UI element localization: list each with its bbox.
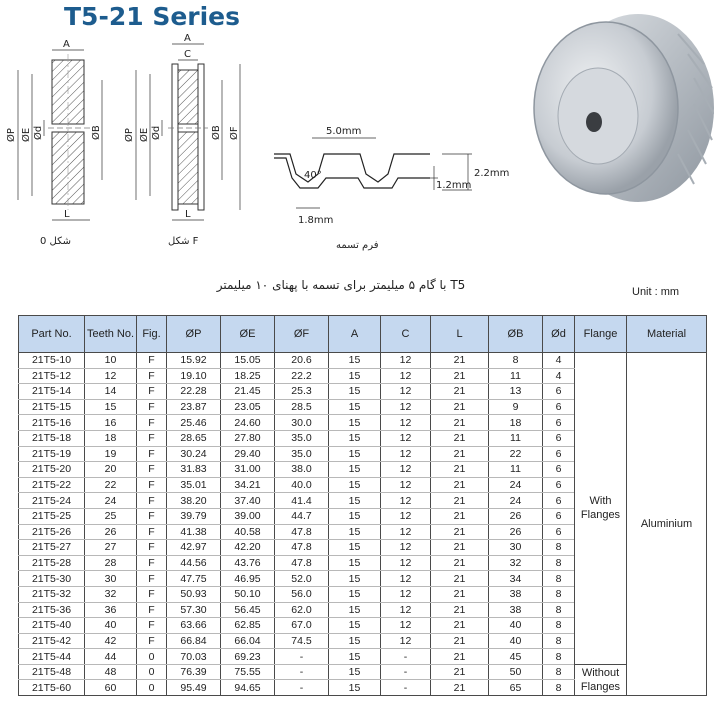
table-cell: F — [137, 524, 167, 540]
table-cell: 28.5 — [275, 399, 329, 415]
figf-label-op: ØP — [124, 128, 135, 142]
table-cell: 62.85 — [221, 618, 275, 634]
table-cell: 12 — [381, 586, 431, 602]
table-cell: 22.2 — [275, 368, 329, 384]
table-cell: 21T5-42 — [19, 633, 85, 649]
material-cell: Aluminium — [627, 353, 707, 696]
fig0-label-op: ØP — [6, 128, 17, 142]
table-cell: 48 — [85, 664, 137, 680]
table-cell: F — [137, 477, 167, 493]
table-cell: 21 — [431, 430, 489, 446]
table-cell: 21 — [431, 508, 489, 524]
table-cell: 15 — [329, 368, 381, 384]
table-cell: 12 — [381, 415, 431, 431]
table-cell: - — [275, 664, 329, 680]
table-cell: F — [137, 633, 167, 649]
table-cell: 70.03 — [167, 649, 221, 665]
table-cell: 19 — [85, 446, 137, 462]
table-cell: 25.46 — [167, 415, 221, 431]
unit-label: Unit : mm — [632, 286, 680, 298]
table-cell: 94.65 — [221, 680, 275, 696]
table-cell: 8 — [543, 555, 575, 571]
table-cell: 20 — [85, 462, 137, 478]
table-cell: 21 — [431, 477, 489, 493]
table-cell: 23.87 — [167, 399, 221, 415]
table-cell: 21T5-16 — [19, 415, 85, 431]
figure-f-drawing — [123, 33, 240, 247]
table-cell: 15 — [329, 462, 381, 478]
table-cell: F — [137, 571, 167, 587]
table-cell: 15 — [329, 415, 381, 431]
table-cell: 15 — [329, 524, 381, 540]
table-cell: 11 — [489, 430, 543, 446]
table-cell: - — [381, 649, 431, 665]
table-cell: F — [137, 493, 167, 509]
table-cell: 21T5-10 — [19, 353, 85, 369]
table-cell: - — [381, 680, 431, 696]
table-cell: 36 — [85, 602, 137, 618]
table-cell: 63.66 — [167, 618, 221, 634]
flange-without-cell: Without Flanges — [575, 664, 627, 695]
table-cell: 8 — [543, 586, 575, 602]
spec-table — [18, 315, 707, 696]
table-cell: 52.0 — [275, 571, 329, 587]
flange-with-cell: With Flanges — [575, 353, 627, 665]
table-cell: - — [275, 649, 329, 665]
table-cell: 65 — [489, 680, 543, 696]
table-cell: 44.7 — [275, 508, 329, 524]
table-cell: 67.0 — [275, 618, 329, 634]
table-cell: - — [381, 664, 431, 680]
table-cell: 31.00 — [221, 462, 275, 478]
table-cell: 21T5-20 — [19, 462, 85, 478]
table-cell: 46.95 — [221, 571, 275, 587]
table-cell: 15 — [329, 508, 381, 524]
table-cell: 6 — [543, 415, 575, 431]
table-cell: 12 — [381, 353, 431, 369]
table-cell: 41.38 — [167, 524, 221, 540]
table-cell: 13 — [489, 384, 543, 400]
table-cell: 21T5-28 — [19, 555, 85, 571]
table-cell: 15 — [329, 493, 381, 509]
table-cell: 14 — [85, 384, 137, 400]
table-cell: 21T5-36 — [19, 602, 85, 618]
table-cell: 21 — [431, 540, 489, 556]
table-cell: 22 — [85, 477, 137, 493]
table-cell: 21T5-15 — [19, 399, 85, 415]
table-cell: 8 — [543, 633, 575, 649]
table-cell: 31.83 — [167, 462, 221, 478]
table-cell: 8 — [543, 618, 575, 634]
table-cell: 15 — [329, 477, 381, 493]
table-cell: 21 — [431, 555, 489, 571]
table-cell: 12 — [381, 477, 431, 493]
table-cell: 15 — [329, 540, 381, 556]
table-cell: 62.0 — [275, 602, 329, 618]
technical-drawings — [0, 30, 520, 260]
table-cell: 39.00 — [221, 508, 275, 524]
table-cell: F — [137, 508, 167, 524]
figure-0-drawing — [5, 39, 102, 247]
table-cell: 6 — [543, 524, 575, 540]
table-cell: 76.39 — [167, 664, 221, 680]
table-cell: F — [137, 462, 167, 478]
table-cell: 26 — [85, 524, 137, 540]
belt-width: 1.8mm — [298, 215, 334, 226]
table-cell: 42.97 — [167, 540, 221, 556]
table-cell: 21T5-40 — [19, 618, 85, 634]
table-cell: 34 — [489, 571, 543, 587]
header-part-no: Part No. — [19, 316, 85, 353]
header-od: Ød — [543, 316, 575, 353]
table-cell: 0 — [137, 664, 167, 680]
table-cell: 6 — [543, 462, 575, 478]
fig0-label-a: A — [63, 39, 70, 50]
header-teeth-no: Teeth No. — [85, 316, 137, 353]
table-cell: 15 — [329, 586, 381, 602]
table-cell: 37.40 — [221, 493, 275, 509]
table-cell: 47.8 — [275, 540, 329, 556]
header-op: ØP — [167, 316, 221, 353]
table-cell: 34.21 — [221, 477, 275, 493]
table-cell: 44.56 — [167, 555, 221, 571]
header-material: Material — [627, 316, 707, 353]
table-cell: 30.24 — [167, 446, 221, 462]
table-cell: 56.0 — [275, 586, 329, 602]
table-cell: 26 — [489, 524, 543, 540]
table-cell: 12 — [85, 368, 137, 384]
table-cell: 40 — [489, 618, 543, 634]
table-cell: 21 — [431, 524, 489, 540]
table-cell: 21T5-24 — [19, 493, 85, 509]
pulley-photo — [528, 4, 714, 214]
table-cell: - — [275, 680, 329, 696]
fig0-label-l: L — [64, 209, 70, 220]
table-cell: 12 — [381, 368, 431, 384]
table-cell: 6 — [543, 384, 575, 400]
table-cell: 12 — [381, 462, 431, 478]
table-cell: 28 — [85, 555, 137, 571]
figf-label-l: L — [185, 209, 191, 220]
table-cell: 16 — [85, 415, 137, 431]
table-cell: 15 — [85, 399, 137, 415]
header-of: ØF — [275, 316, 329, 353]
table-cell: 57.30 — [167, 602, 221, 618]
table-cell: 66.84 — [167, 633, 221, 649]
figf-label-oe: ØE — [139, 127, 150, 142]
table-cell: 39.79 — [167, 508, 221, 524]
table-cell: 15 — [329, 399, 381, 415]
table-row — [19, 664, 707, 680]
table-cell: 21 — [431, 353, 489, 369]
table-cell: 21T5-25 — [19, 508, 85, 524]
table-cell: 15 — [329, 649, 381, 665]
table-cell: 27 — [85, 540, 137, 556]
table-cell: 21T5-12 — [19, 368, 85, 384]
table-cell: F — [137, 368, 167, 384]
header-l: L — [431, 316, 489, 353]
table-cell: 12 — [381, 430, 431, 446]
table-cell: 27.80 — [221, 430, 275, 446]
table-cell: 21.45 — [221, 384, 275, 400]
table-cell: 40 — [489, 633, 543, 649]
table-cell: 6 — [543, 430, 575, 446]
table-cell: 30 — [489, 540, 543, 556]
table-cell: F — [137, 586, 167, 602]
table-cell: 21 — [431, 368, 489, 384]
table-cell: 21T5-22 — [19, 477, 85, 493]
table-cell: 74.5 — [275, 633, 329, 649]
figf-label-of: ØF — [229, 126, 240, 140]
table-cell: 12 — [381, 399, 431, 415]
belt-height: 2.2mm — [474, 168, 510, 179]
table-cell: 41.4 — [275, 493, 329, 509]
belt-pitch: 5.0mm — [326, 126, 362, 137]
table-cell: 18 — [489, 415, 543, 431]
header-ob: ØB — [489, 316, 543, 353]
table-cell: 66.04 — [221, 633, 275, 649]
fig0-label-od: Ød — [33, 125, 44, 140]
table-cell: 21T5-27 — [19, 540, 85, 556]
table-cell: 12 — [381, 555, 431, 571]
fig0-label-ob: ØB — [91, 125, 102, 140]
table-cell: 26 — [489, 508, 543, 524]
table-cell: F — [137, 618, 167, 634]
table-cell: 42.20 — [221, 540, 275, 556]
table-cell: 15 — [329, 555, 381, 571]
table-cell: 15 — [329, 353, 381, 369]
table-cell: F — [137, 353, 167, 369]
table-cell: 38.0 — [275, 462, 329, 478]
belt-caption: فرم تسمه — [336, 240, 379, 251]
table-cell: 4 — [543, 353, 575, 369]
table-cell: 8 — [543, 649, 575, 665]
table-cell: F — [137, 384, 167, 400]
figf-label-ob: ØB — [211, 125, 222, 140]
figf-label-a: A — [184, 33, 191, 44]
table-cell: 38 — [489, 602, 543, 618]
table-cell: 40.0 — [275, 477, 329, 493]
table-cell: 15 — [329, 571, 381, 587]
table-cell: 22 — [489, 446, 543, 462]
table-cell: 21 — [431, 415, 489, 431]
table-cell: 25 — [85, 508, 137, 524]
table-cell: 47.75 — [167, 571, 221, 587]
header-a: A — [329, 316, 381, 353]
table-cell: 28.65 — [167, 430, 221, 446]
table-cell: 56.45 — [221, 602, 275, 618]
table-cell: 32 — [85, 586, 137, 602]
table-cell: 0 — [137, 649, 167, 665]
table-cell: 6 — [543, 477, 575, 493]
table-cell: 21 — [431, 446, 489, 462]
header-flange: Flange — [575, 316, 627, 353]
table-cell: 21T5-19 — [19, 446, 85, 462]
table-cell: 50.10 — [221, 586, 275, 602]
table-cell: 30.0 — [275, 415, 329, 431]
table-cell: 29.40 — [221, 446, 275, 462]
table-cell: F — [137, 555, 167, 571]
table-cell: 8 — [543, 664, 575, 680]
table-cell: 4 — [543, 368, 575, 384]
table-cell: 6 — [543, 493, 575, 509]
table-cell: F — [137, 430, 167, 446]
table-cell: 35.01 — [167, 477, 221, 493]
table-cell: 21T5-32 — [19, 586, 85, 602]
table-cell: 40.58 — [221, 524, 275, 540]
table-cell: 0 — [137, 680, 167, 696]
table-cell: 21T5-60 — [19, 680, 85, 696]
table-cell: 60 — [85, 680, 137, 696]
header-fig: Fig. — [137, 316, 167, 353]
table-cell: 6 — [543, 446, 575, 462]
table-cell: 21 — [431, 664, 489, 680]
fig0-label-oe: ØE — [21, 127, 32, 142]
table-cell: 15 — [329, 618, 381, 634]
table-cell: 15 — [329, 680, 381, 696]
table-cell: 24 — [85, 493, 137, 509]
table-cell: 8 — [543, 602, 575, 618]
header-oe: ØE — [221, 316, 275, 353]
table-cell: 21 — [431, 462, 489, 478]
table-cell: 21T5-14 — [19, 384, 85, 400]
table-cell: 30 — [85, 571, 137, 587]
table-cell: 15 — [329, 384, 381, 400]
table-cell: 12 — [381, 571, 431, 587]
table-cell: 42 — [85, 633, 137, 649]
table-cell: 75.55 — [221, 664, 275, 680]
table-cell: 21 — [431, 680, 489, 696]
table-cell: F — [137, 399, 167, 415]
table-cell: 40 — [85, 618, 137, 634]
table-cell: 21 — [431, 493, 489, 509]
table-cell: 21 — [431, 602, 489, 618]
table-cell: 18.25 — [221, 368, 275, 384]
table-cell: F — [137, 602, 167, 618]
table-header-row — [19, 316, 707, 353]
table-cell: 9 — [489, 399, 543, 415]
table-cell: 21 — [431, 618, 489, 634]
table-cell: 18 — [85, 430, 137, 446]
table-cell: 47.8 — [275, 555, 329, 571]
table-cell: 21 — [431, 649, 489, 665]
table-cell: 11 — [489, 462, 543, 478]
table-cell: 43.76 — [221, 555, 275, 571]
figf-caption: شکل F — [168, 236, 199, 247]
table-cell: 12 — [381, 633, 431, 649]
table-cell: 21 — [431, 384, 489, 400]
table-cell: 12 — [381, 540, 431, 556]
table-cell: 35.0 — [275, 430, 329, 446]
table-cell: 8 — [543, 571, 575, 587]
table-cell: 21T5-18 — [19, 430, 85, 446]
table-cell: 38 — [489, 586, 543, 602]
table-cell: 15.92 — [167, 353, 221, 369]
table-cell: 21 — [431, 586, 489, 602]
fig0-caption: شکل 0 — [40, 236, 72, 247]
table-cell: 20.6 — [275, 353, 329, 369]
table-cell: F — [137, 446, 167, 462]
table-cell: 6 — [543, 399, 575, 415]
header-c: C — [381, 316, 431, 353]
table-cell: 15.05 — [221, 353, 275, 369]
spec-table-body — [19, 353, 707, 696]
table-cell: 69.23 — [221, 649, 275, 665]
table-cell: 22.28 — [167, 384, 221, 400]
table-cell: 12 — [381, 446, 431, 462]
table-cell: 15 — [329, 633, 381, 649]
table-cell: 8 — [489, 353, 543, 369]
table-cell: 45 — [489, 649, 543, 665]
belt-tooth-height: 1.2mm — [436, 180, 472, 191]
table-cell: 24 — [489, 493, 543, 509]
table-cell: 10 — [85, 353, 137, 369]
table-cell: 21 — [431, 399, 489, 415]
table-cell: 95.49 — [167, 680, 221, 696]
table-cell: 15 — [329, 664, 381, 680]
table-cell: 12 — [381, 493, 431, 509]
table-cell: 21T5-48 — [19, 664, 85, 680]
table-cell: 21T5-44 — [19, 649, 85, 665]
table-cell: 50.93 — [167, 586, 221, 602]
table-cell: 12 — [381, 524, 431, 540]
table-cell: 12 — [381, 602, 431, 618]
table-cell: 32 — [489, 555, 543, 571]
table-cell: 11 — [489, 368, 543, 384]
table-cell: 12 — [381, 508, 431, 524]
table-cell: 21T5-26 — [19, 524, 85, 540]
table-cell: 12 — [381, 384, 431, 400]
table-cell: 6 — [543, 508, 575, 524]
table-cell: 25.3 — [275, 384, 329, 400]
table-cell: 8 — [543, 680, 575, 696]
page-title: T5-21 Series — [64, 2, 241, 31]
table-cell: 15 — [329, 430, 381, 446]
table-cell: 50 — [489, 664, 543, 680]
table-cell: 44 — [85, 649, 137, 665]
table-cell: 47.8 — [275, 524, 329, 540]
table-cell: 23.05 — [221, 399, 275, 415]
figf-label-c: C — [184, 49, 191, 60]
table-cell: 8 — [543, 540, 575, 556]
table-cell: 38.20 — [167, 493, 221, 509]
table-cell: 12 — [381, 618, 431, 634]
table-cell: 19.10 — [167, 368, 221, 384]
table-cell: 15 — [329, 446, 381, 462]
table-cell: 21 — [431, 633, 489, 649]
table-cell: 21T5-30 — [19, 571, 85, 587]
table-cell: 35.0 — [275, 446, 329, 462]
series-description: T5 با گام ۵ میلیمتر برای تسمه با پهنای ۱۰ میلیمتر — [216, 278, 466, 292]
table-cell: 24 — [489, 477, 543, 493]
belt-profile-drawing — [274, 126, 509, 251]
figf-label-od: Ød — [151, 125, 162, 140]
belt-angle: 40° — [304, 170, 322, 181]
table-cell: F — [137, 540, 167, 556]
table-cell: 15 — [329, 602, 381, 618]
table-cell: 21 — [431, 571, 489, 587]
table-cell: F — [137, 415, 167, 431]
table-cell: 24.60 — [221, 415, 275, 431]
table-row — [19, 353, 707, 369]
